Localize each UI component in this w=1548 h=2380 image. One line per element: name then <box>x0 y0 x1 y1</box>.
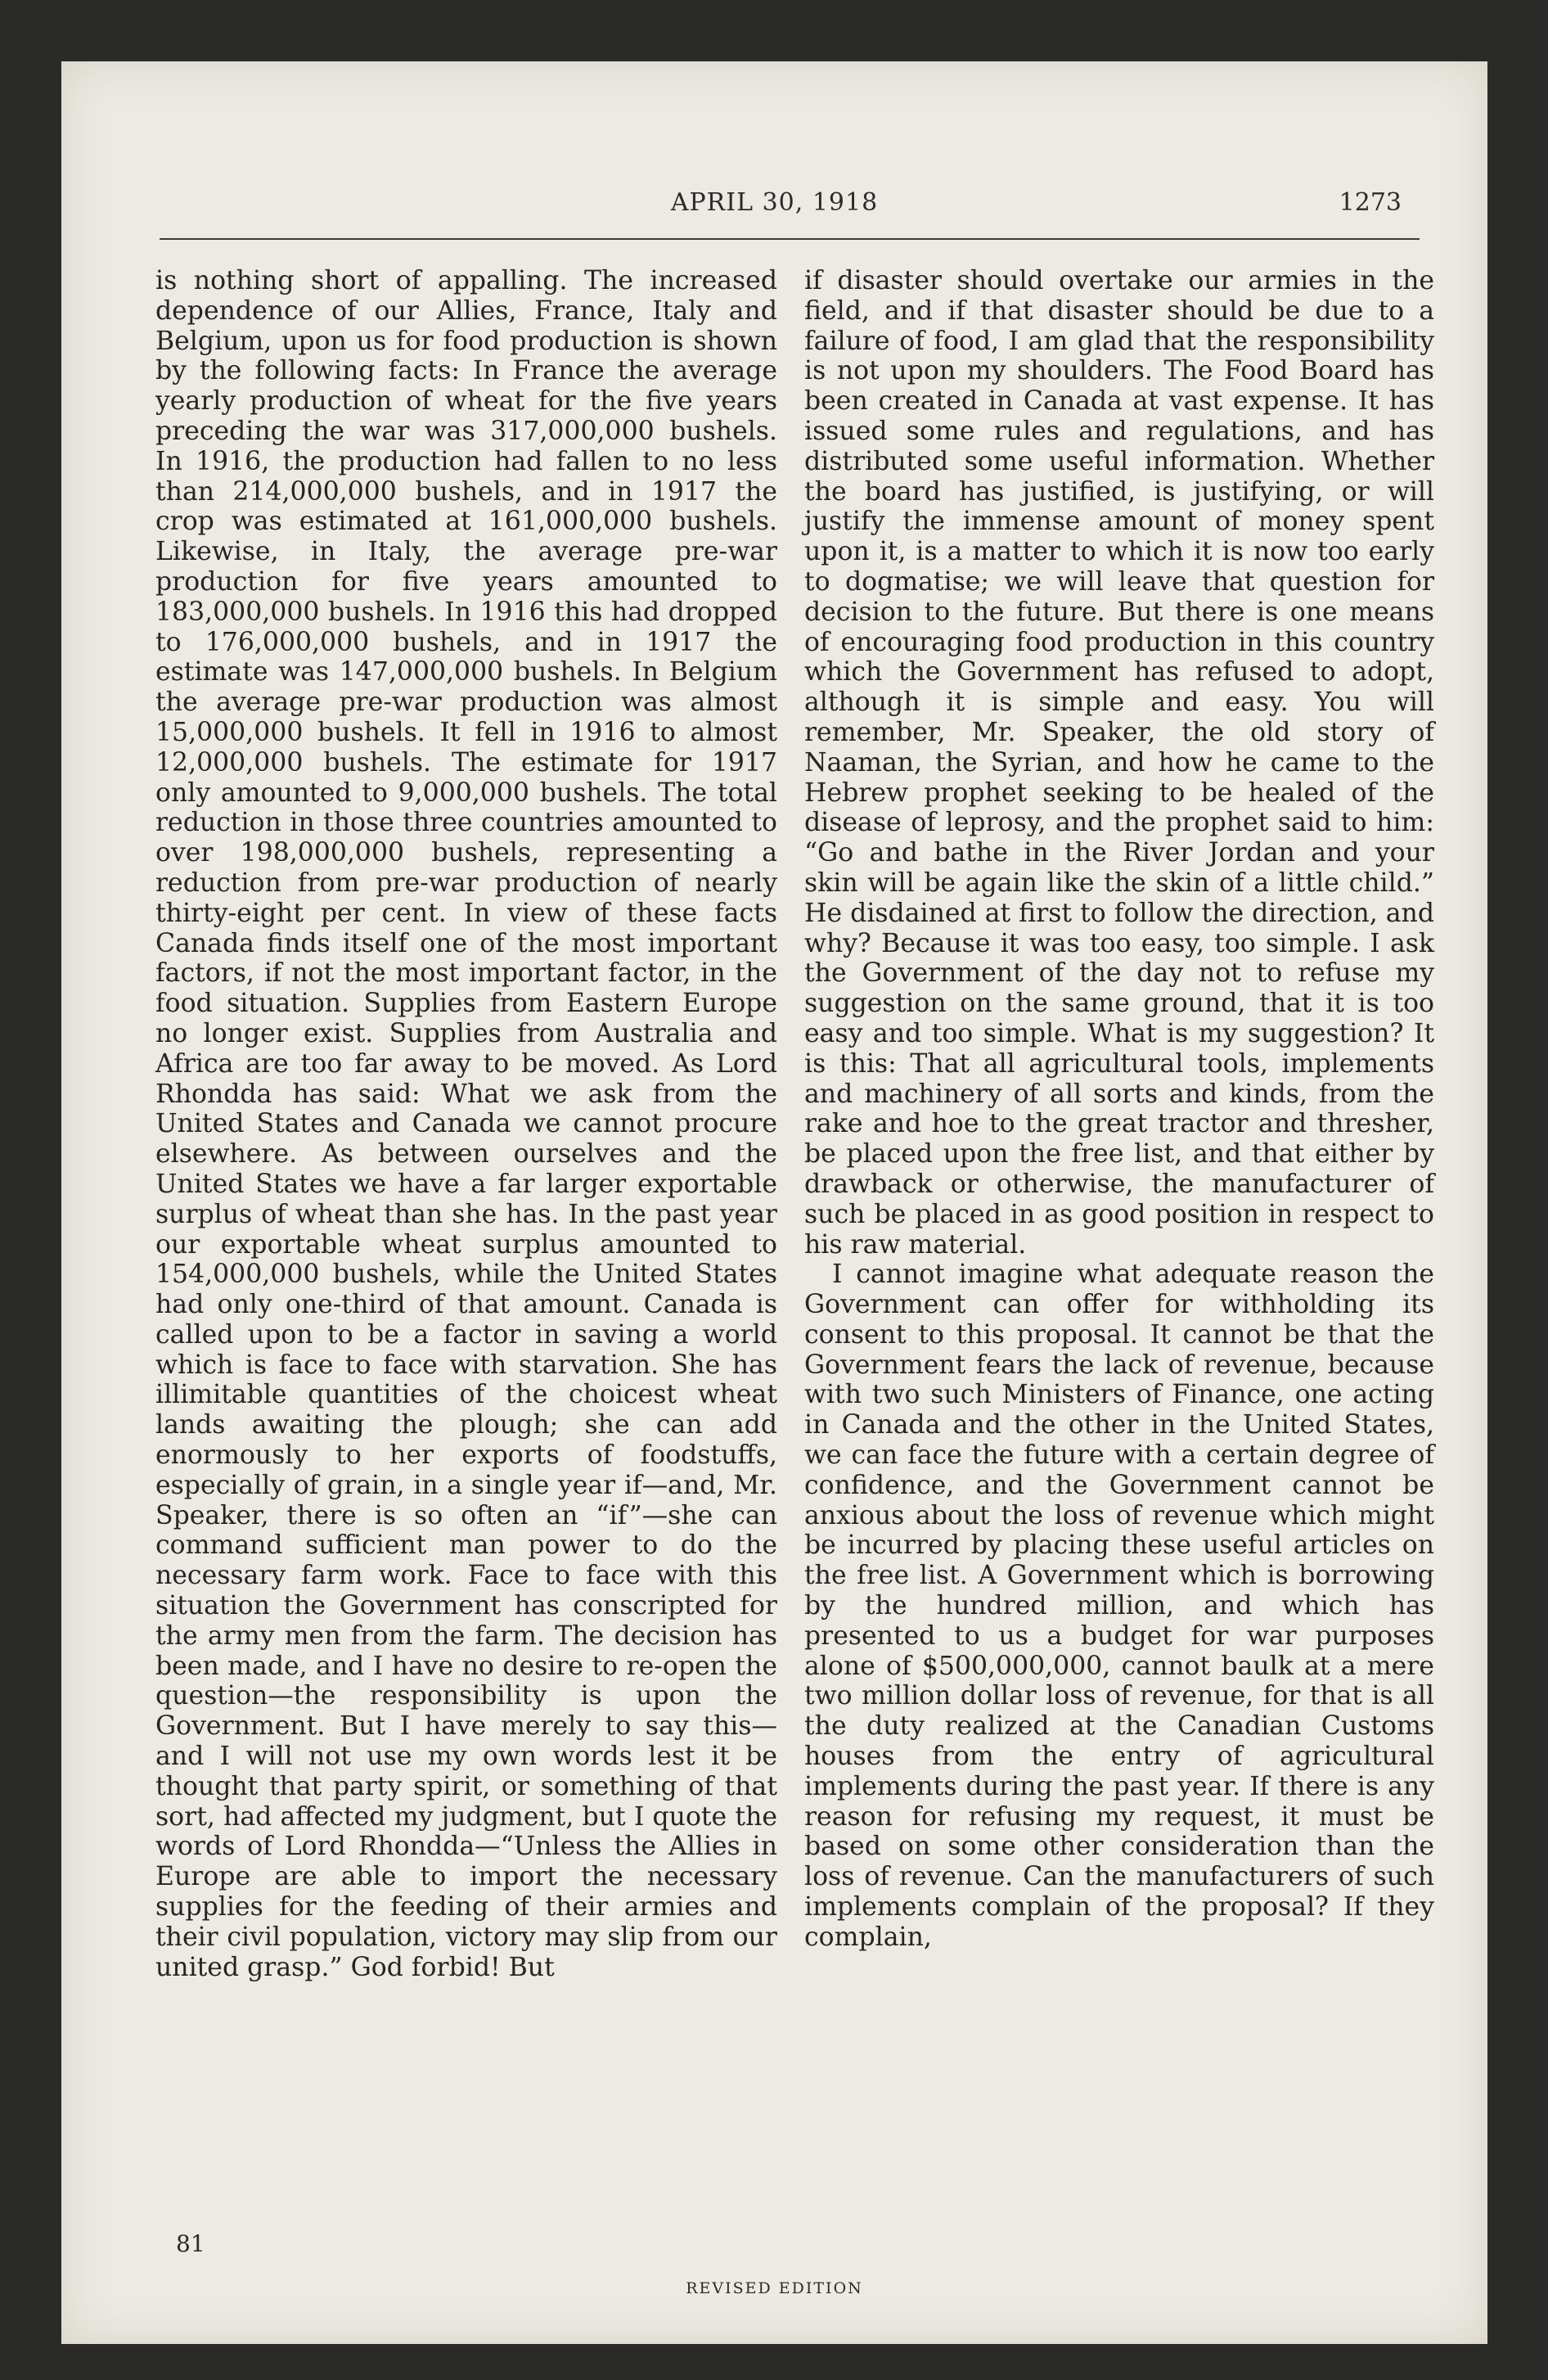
right-column <box>804 266 1434 1953</box>
page-number: 1273 <box>1339 188 1402 217</box>
folio-number: 81 <box>176 2230 205 2257</box>
running-head <box>61 188 1487 229</box>
right-column-paragraph-1: if disaster should overtake our armies in the field, and if that disaster should be due to a failure of food, I am glad that the responsibility is not upon my shoulders. The Food Board has been created in Canada at vast expense. It has issued some rules and regulations, and has distributed some useful information. Whether the board has justified, is justifying, or will justify the immense amount of money spent upon it, is a matter to which it is now too early to dogmatise; we will leave that question for decision to the future. But there is one means of encouraging food production in this country which the Government has refused to adopt, although it is simple and easy. You will remember, Mr. Speaker, the old story of Naaman, the Syrian, and how he came to the Hebrew prophet seeking to be healed of the disease of leprosy, and the prophet said to him: “Go and bathe in the River Jordan and your skin will be again like the skin of a little child.” He disdained at first to follow the direction, and why? Because it was too easy, too simple. I ask the Government of the day not to refuse my suggestion on the same ground, that it is too easy and too simple. What is my suggestion? It is this: That all agricultural tools, implements and machinery of all sorts and kinds, from the rake and hoe to the great tractor and thresher, be placed upon the free list, and that either by drawback or otherwise, the manufacturer of such be placed in as good position in respect to his raw material. <box>804 266 1434 1260</box>
document-page <box>61 61 1487 2344</box>
right-column-paragraph-2: I cannot imagine what adequate reason the Government can offer for withholding its consent to this proposal. It cannot be that the Government fears the lack of revenue, because with two such Ministers of Finance, one acting in Canada and the other in the United States, we can face the future with a certain degree of confidence, and the Government cannot be anxious about the loss of revenue which might be incurred by placing these useful articles on the free list. A Government which is borrowing by the hundred million, and which has presented to us a budget for war purposes alone of $500,000,000, cannot baulk at a mere two million dollar loss of revenue, for that is all the duty realized at the Canadian Customs houses from the entry of agricultural implements during the past year. If there is any reason for refusing my request, it must be based on some other consideration than the loss of revenue. Can the manufacturers of such implements complain of the proposal? If they complain, <box>804 1260 1434 1952</box>
edition-label: REVISED EDITION <box>686 2279 863 2297</box>
header-rule <box>160 238 1420 240</box>
left-column-text: is nothing short of appalling. The increased dependence of our Allies, France, Italy and Belgium, upon us for food production is shown by the following facts: In France the average yearly production of wheat for the five years preceding the war was 317,000,000 bushels. In 1916, the production had fallen to no less than 214,000,000 bushels, and in 1917 the crop was estimated at 161,000,000 bushels. Likewise, in Italy, the average pre-war production for five years amounted to 183,000,000 bushels. In 1916 this had dropped to 176,000,000 bushels, and in 1917 the estimate was 147,000,000 bushels. In Belgium the average pre-war production was almost 15,000,000 bushels. It fell in 1916 to almost 12,000,000 bushels. The estimate for 1917 only amounted to 9,000,000 bushels. The total reduction in those three countries amounted to over 198,000,000 bushels, representing a reduction from pre-war production of nearly thirty-eight per cent. In view of these facts Canada finds itself one of the most important factors, if not the most important factor, in the food situation. Supplies from Eastern Europe no longer exist. Supplies from Australia and Africa are too far away to be moved. As Lord Rhondda has said: What we ask from the United States and Canada we cannot procure elsewhere. As between ourselves and the United States we have a far larger exportable surplus of wheat than she has. In the past year our exportable wheat surplus amounted to 154,000,000 bushels, while the United States had only one-third of that amount. Canada is called upon to be a factor in saving a world which is face to face with starvation. She has illimitable quantities of the choicest wheat lands awaiting the plough; she can add enormously to her exports of foodstuffs, especially of grain, in a single year if—and, Mr. Speaker, there is so often an “if”—she can command sufficient man power to do the necessary farm work. Face to face with this situation the Government has conscripted for the army men from the farm. The decision has been made, and I have no desire to re-open the question—the responsibility is upon the Government. But I have merely to say this—and I will not use my own words lest it be thought that party spirit, or something of that sort, had affected my judgment, but I quote the words of Lord Rhondda—“Unless the Allies in Europe are able to import the necessary supplies for the feeding of their armies and their civil population, victory may slip from our united grasp.” God forbid! But <box>155 266 777 1982</box>
header-date: APRIL 30, 1918 <box>670 188 879 217</box>
left-column <box>155 266 777 1982</box>
